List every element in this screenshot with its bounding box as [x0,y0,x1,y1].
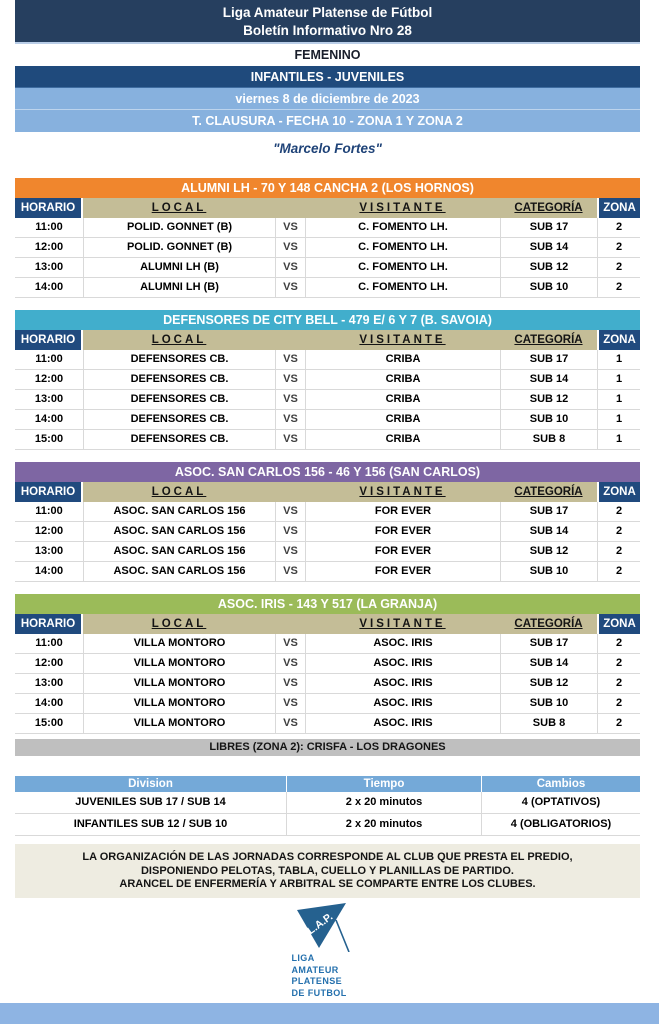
category-cell: SUB 17 [500,634,597,654]
col-header-local: LOCAL [83,330,275,350]
local-team-cell: POLID. GONNET (B) [83,218,275,238]
category-cell: SUB 8 [500,714,597,734]
venue-section-san-carlos [15,462,640,582]
venue-title: ASOC. IRIS - 143 Y 517 (LA GRANJA) [15,594,640,614]
match-time-cell: 11:00 [15,502,83,522]
top-banner [15,0,640,44]
vs-cell: VS [275,410,305,430]
col-header-categoria: CATEGORÍA [500,330,597,350]
bottom-bar [0,1003,659,1024]
libres-bar: LIBRES (ZONA 2): CRISFA - LOS DRAGONES [15,739,640,756]
local-team-cell: ALUMNI LH (B) [83,278,275,298]
rules-cambios-cell: 4 (OPTATIVOS) [481,792,640,814]
zone-cell: 2 [597,674,640,694]
date-round-bar [15,88,640,132]
match-time-cell: 11:00 [15,634,83,654]
category-cell: SUB 10 [500,410,597,430]
lap-logo [292,900,364,999]
league-title: Liga Amateur Platense de Fútbol [222,4,433,20]
col-header-categoria: CATEGORÍA [500,482,597,502]
vs-cell: VS [275,502,305,522]
category-cell: SUB 14 [500,238,597,258]
logo-text-line: DE FUTBOL [291,987,347,998]
match-table-body [15,502,640,582]
match-row [15,502,640,522]
visitor-team-cell: FOR EVER [305,502,500,522]
visitor-team-cell: ASOC. IRIS [305,654,500,674]
division-bar: INFANTILES - JUVENILES [15,66,640,88]
note-line: DISPONIENDO PELOTAS, TABLA, CUELLO Y PLANILLAS DE PARTIDO. [140,864,514,877]
col-header-visitante: VISITANTE [305,482,500,502]
venue-section-defensores [15,310,640,450]
rules-row [15,814,640,836]
col-header-categoria: CATEGORÍA [500,198,597,218]
match-time-cell: 12:00 [15,370,83,390]
zone-cell: 2 [597,258,640,278]
zone-cell: 1 [597,390,640,410]
local-team-cell: ASOC. SAN CARLOS 156 [83,562,275,582]
match-row [15,350,640,370]
notes-box [15,844,640,898]
match-row [15,278,640,298]
match-row [15,542,640,562]
logo-text [292,953,364,999]
local-team-cell: ASOC. SAN CARLOS 156 [83,522,275,542]
match-table-header [15,330,640,350]
col-header-visitante: VISITANTE [305,198,500,218]
zone-cell: 2 [597,278,640,298]
category-cell: SUB 12 [500,674,597,694]
match-time-cell: 13:00 [15,390,83,410]
vs-cell: VS [275,562,305,582]
zone-cell: 1 [597,350,640,370]
col-header-horario: HORARIO [15,614,83,634]
visitor-team-cell: ASOC. IRIS [305,674,500,694]
col-header-zona: ZONA [597,614,640,634]
col-header-horario: HORARIO [15,330,83,350]
category-cell: SUB 10 [500,278,597,298]
col-header-local: LOCAL [83,482,275,502]
rules-header-division: Division [15,776,286,792]
col-header-zona: ZONA [597,330,640,350]
bulletin-number: Boletín Informativo Nro 28 [243,22,412,38]
local-team-cell: VILLA MONTORO [83,634,275,654]
round-line: T. CLAUSURA - FECHA 10 - ZONA 1 Y ZONA 2 [192,114,463,128]
category-cell: SUB 17 [500,502,597,522]
zone-cell: 1 [597,370,640,390]
note-line: LA ORGANIZACIÓN DE LAS JORNADAS CORRESPONDE AL CLUB QUE PRESTA EL PREDIO, [82,851,573,863]
vs-cell: VS [275,654,305,674]
col-header-horario: HORARIO [15,482,83,502]
col-header-categoria: CATEGORÍA [500,614,597,634]
col-header-vs-spacer [275,614,305,634]
zone-cell: 1 [597,410,640,430]
match-row [15,238,640,258]
local-team-cell: DEFENSORES CB. [83,350,275,370]
match-time-cell: 11:00 [15,350,83,370]
pennant-flag-icon [292,900,362,952]
visitor-team-cell: FOR EVER [305,522,500,542]
vs-cell: VS [275,350,305,370]
visitor-team-cell: C. FOMENTO LH. [305,238,500,258]
category-cell: SUB 14 [500,654,597,674]
venue-section-iris [15,594,640,734]
zone-cell: 2 [597,562,640,582]
match-time-cell: 12:00 [15,238,83,258]
note-line: ARANCEL DE ENFERMERÍA Y ARBITRAL SE COMPARTE ENTRE LOS CLUBES. [119,878,536,890]
visitor-team-cell: ASOC. IRIS [305,714,500,734]
category-cell: SUB 12 [500,390,597,410]
zone-cell: 2 [597,634,640,654]
col-header-local: LOCAL [83,198,275,218]
zone-cell: 2 [597,238,640,258]
venue-title: DEFENSORES DE CITY BELL - 479 E/ 6 Y 7 (B. SAVOIA) [15,310,640,330]
date-line: viernes 8 de diciembre de 2023 [15,88,640,110]
match-row [15,258,640,278]
zone-cell: 2 [597,218,640,238]
bulletin-content [15,0,640,999]
logo-text-line: AMATEUR [291,964,339,975]
match-time-cell: 15:00 [15,430,83,450]
match-row [15,714,640,734]
flag-initials: L.A.P. [304,910,335,938]
zone-cell: 2 [597,542,640,562]
match-row [15,370,640,390]
local-team-cell: POLID. GONNET (B) [83,238,275,258]
zone-cell: 2 [597,694,640,714]
rules-cambios-cell: 4 (OBLIGATORIOS) [481,814,640,836]
category-cell: SUB 10 [500,562,597,582]
venue-section-alumni [15,178,640,298]
vs-cell: VS [275,634,305,654]
vs-cell: VS [275,694,305,714]
category-cell: SUB 14 [500,370,597,390]
match-row [15,390,640,410]
rules-header-tiempo: Tiempo [286,776,481,792]
vs-cell: VS [275,370,305,390]
match-row [15,694,640,714]
col-header-zona: ZONA [597,198,640,218]
col-header-visitante: VISITANTE [305,330,500,350]
visitor-team-cell: FOR EVER [305,562,500,582]
match-table-header [15,482,640,502]
rules-table-body [15,792,640,836]
vs-cell: VS [275,218,305,238]
match-row [15,654,640,674]
local-team-cell: VILLA MONTORO [83,694,275,714]
local-team-cell: VILLA MONTORO [83,674,275,694]
rules-table-header [15,776,640,792]
referee-quote: "Marcelo Fortes" [273,140,382,156]
rules-row [15,792,640,814]
match-time-cell: 11:00 [15,218,83,238]
visitor-team-cell: CRIBA [305,370,500,390]
zone-cell: 2 [597,654,640,674]
local-team-cell: DEFENSORES CB. [83,430,275,450]
visitor-team-cell: FOR EVER [305,542,500,562]
vs-cell: VS [275,258,305,278]
zone-cell: 2 [597,714,640,734]
rules-division-cell: INFANTILES SUB 12 / SUB 10 [15,814,286,836]
logo-text-line: LIGA [291,953,315,963]
venue-title: ASOC. SAN CARLOS 156 - 46 Y 156 (SAN CARLOS) [15,462,640,482]
match-table-body [15,218,640,298]
match-table-header [15,198,640,218]
match-table-body [15,350,640,450]
visitor-team-cell: CRIBA [305,390,500,410]
match-time-cell: 14:00 [15,694,83,714]
vs-cell: VS [275,430,305,450]
visitor-team-cell: ASOC. IRIS [305,694,500,714]
visitor-team-cell: CRIBA [305,430,500,450]
visitor-team-cell: C. FOMENTO LH. [305,218,500,238]
col-header-zona: ZONA [597,482,640,502]
zone-cell: 2 [597,502,640,522]
vs-cell: VS [275,674,305,694]
vs-cell: VS [275,390,305,410]
category-cell: SUB 14 [500,522,597,542]
match-time-cell: 12:00 [15,654,83,674]
visitor-team-cell: CRIBA [305,410,500,430]
local-team-cell: DEFENSORES CB. [83,410,275,430]
category-cell: SUB 17 [500,218,597,238]
zone-cell: 1 [597,430,640,450]
local-team-cell: DEFENSORES CB. [83,370,275,390]
category-cell: SUB 12 [500,542,597,562]
match-time-cell: 12:00 [15,522,83,542]
col-header-local: LOCAL [83,614,275,634]
vs-cell: VS [275,522,305,542]
vs-cell: VS [275,238,305,258]
visitor-team-cell: ASOC. IRIS [305,634,500,654]
local-team-cell: VILLA MONTORO [83,714,275,734]
vs-cell: VS [275,542,305,562]
match-row [15,674,640,694]
vs-cell: VS [275,714,305,734]
col-header-vs-spacer [275,330,305,350]
match-time-cell: 14:00 [15,562,83,582]
local-team-cell: ALUMNI LH (B) [83,258,275,278]
match-time-cell: 13:00 [15,674,83,694]
rules-table [15,776,640,836]
match-table-header [15,614,640,634]
venue-title: ALUMNI LH - 70 Y 148 CANCHA 2 (LOS HORNOS) [15,178,640,198]
rules-header-cambios: Cambios [481,776,640,792]
local-team-cell: DEFENSORES CB. [83,390,275,410]
match-row [15,410,640,430]
match-time-cell: 15:00 [15,714,83,734]
match-row [15,430,640,450]
match-row [15,634,640,654]
match-time-cell: 13:00 [15,258,83,278]
match-time-cell: 14:00 [15,410,83,430]
category-cell: SUB 10 [500,694,597,714]
col-header-horario: HORARIO [15,198,83,218]
col-header-vs-spacer [275,482,305,502]
match-row [15,562,640,582]
match-table-body [15,634,640,734]
rules-division-cell: JUVENILES SUB 17 / SUB 14 [15,792,286,814]
vs-cell: VS [275,278,305,298]
rules-tiempo-cell: 2 x 20 minutos [286,792,481,814]
rules-tiempo-cell: 2 x 20 minutos [286,814,481,836]
match-row [15,218,640,238]
zone-cell: 2 [597,522,640,542]
match-time-cell: 13:00 [15,542,83,562]
match-time-cell: 14:00 [15,278,83,298]
col-header-visitante: VISITANTE [305,614,500,634]
visitor-team-cell: C. FOMENTO LH. [305,258,500,278]
category-cell: SUB 8 [500,430,597,450]
logo-text-line: PLATENSE [291,976,343,986]
category-cell: SUB 17 [500,350,597,370]
visitor-team-cell: CRIBA [305,350,500,370]
col-header-vs-spacer [275,198,305,218]
local-team-cell: ASOC. SAN CARLOS 156 [83,542,275,562]
local-team-cell: VILLA MONTORO [83,654,275,674]
category-label: FEMENINO [294,48,361,62]
match-row [15,522,640,542]
local-team-cell: ASOC. SAN CARLOS 156 [83,502,275,522]
category-cell: SUB 12 [500,258,597,278]
visitor-team-cell: C. FOMENTO LH. [305,278,500,298]
